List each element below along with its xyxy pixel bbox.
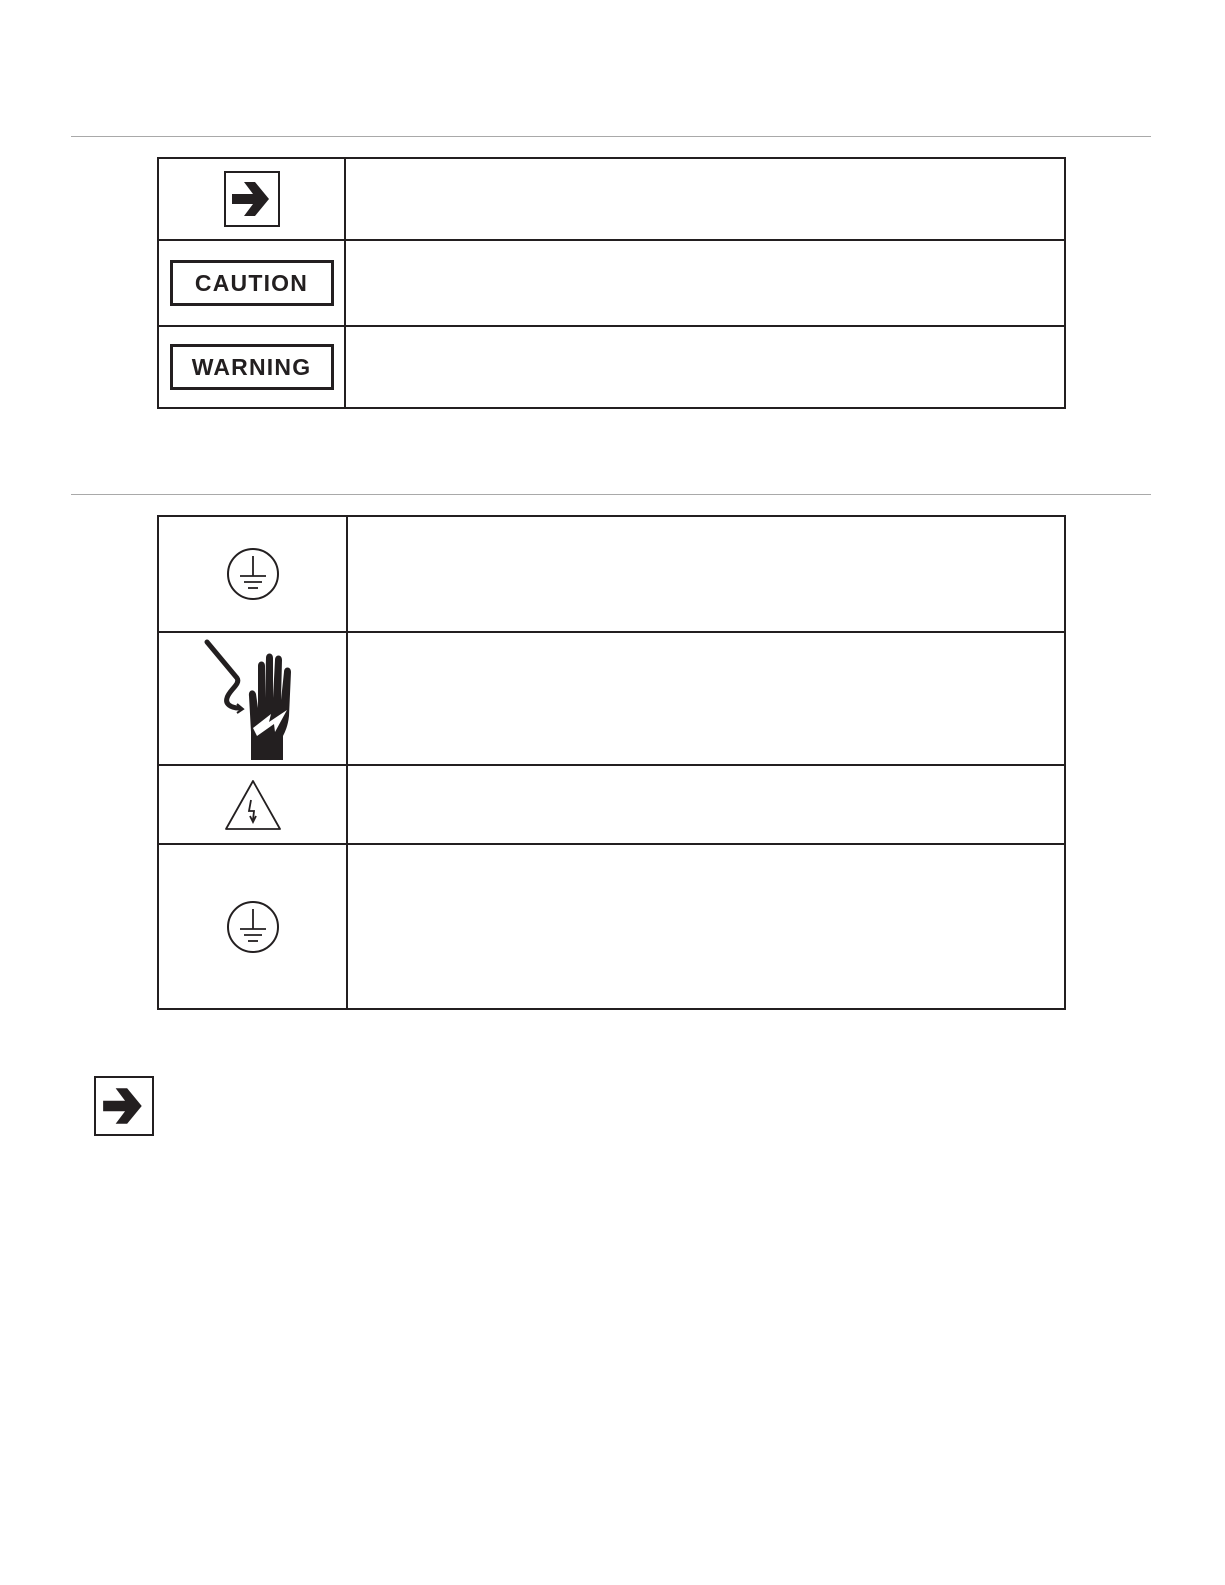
description-cell bbox=[348, 766, 1064, 843]
electric-shock-hand-icon bbox=[201, 636, 305, 762]
symbol-cell bbox=[159, 241, 344, 325]
note-arrow-icon bbox=[94, 1076, 154, 1136]
caution-label: CAUTION bbox=[170, 260, 334, 306]
safety-symbols-table bbox=[157, 515, 1066, 1010]
conventions-row-warning bbox=[159, 325, 1064, 407]
symbol-cell bbox=[159, 517, 346, 631]
conventions-row-note bbox=[159, 159, 1064, 239]
description-cell bbox=[348, 845, 1064, 1008]
conventions-table bbox=[157, 157, 1066, 409]
description-cell bbox=[346, 159, 1064, 239]
safety-row-ground bbox=[159, 517, 1064, 631]
section-rule-top bbox=[71, 136, 1151, 137]
note-arrow-icon bbox=[224, 171, 280, 227]
symbol-cell bbox=[159, 633, 346, 764]
description-cell bbox=[346, 327, 1064, 407]
description-cell bbox=[348, 633, 1064, 764]
warning-label: WARNING bbox=[170, 344, 334, 390]
description-cell bbox=[346, 241, 1064, 325]
symbol-cell bbox=[159, 845, 346, 1008]
high-voltage-triangle-icon bbox=[223, 778, 283, 832]
section-rule-safety bbox=[71, 494, 1151, 495]
conventions-row-caution bbox=[159, 239, 1064, 325]
ground-icon bbox=[225, 546, 281, 602]
safety-row-high-voltage bbox=[159, 764, 1064, 843]
symbol-cell bbox=[159, 159, 344, 239]
description-cell bbox=[348, 517, 1064, 631]
symbol-cell bbox=[159, 327, 344, 407]
safety-row-protective-earth bbox=[159, 843, 1064, 1008]
symbol-cell bbox=[159, 766, 346, 843]
safety-row-shock-hazard bbox=[159, 631, 1064, 764]
note-callout bbox=[94, 1076, 154, 1136]
protective-earth-icon bbox=[225, 899, 281, 955]
